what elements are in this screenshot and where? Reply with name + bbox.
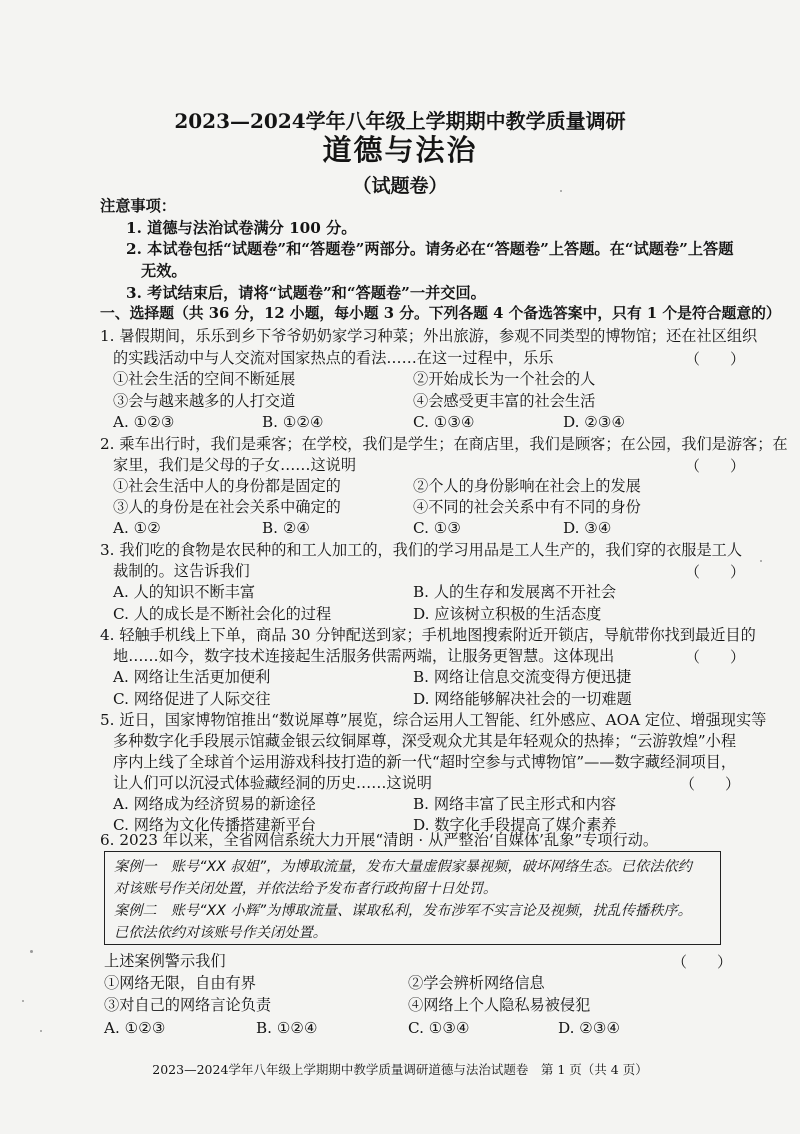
answer-paren: （ ） [685,457,746,475]
option: ④网络上个人隐私易被侵犯 [408,996,591,1014]
case-text: 对该账号作关闭处置，并依法给予发布者行政拘留十日处罚。 [114,881,498,897]
option: A. 网络成为经济贸易的新途径 [113,795,316,813]
section-heading: 一、选择题（共 36 分，12 小题，每小题 3 分。下列各题 4 个备选答案中，只有 1 个是符合题意的） [100,305,781,322]
option: ②个人的身份影响在社会上的发展 [413,477,641,495]
option: D. 应该树立积极的生活态度 [413,605,602,623]
answer-choice: D. ③④ [563,519,612,537]
question-prompt: 上述案例警示我们 [104,952,226,970]
option: ③会与越来越多的人打交道 [113,392,296,410]
option: B. 人的生存和发展离不开社会 [413,583,617,601]
case-text: 案例二 账号“XX 小辉”为博取流量、谋取私利，发布涉军不实言论及视频，扰乱传播秩序。 [114,903,692,919]
note-item: 无效。 [141,262,187,280]
answer-paren: （ ） [685,563,746,581]
page-footer: 2023—2024学年八年级上学期期中教学质量调研道德与法治试题卷 第 1 页（共 4 页） [152,1062,648,1077]
answer-choice: C. ①③ [413,519,461,537]
question-stem: 1. 暑假期间，乐乐到乡下爷爷奶奶家学习种菜；外出旅游，参观不同类型的博物馆；还在社区组织 [100,327,758,345]
note-item: 1. 道德与法治试卷满分 100 分。 [126,219,357,237]
option: ①网络无限，自由有界 [104,974,256,992]
option: ③人的身份是在社会关系中确定的 [113,498,341,516]
note-item: 3. 考试结束后，请将“试题卷”和“答题卷”一并交回。 [126,284,486,302]
option: C. 网络促进了人际交往 [113,690,271,708]
option: B. 网络丰富了民主形式和内容 [413,795,617,813]
question-stem: 让人们可以沉浸式体验藏经洞的历史……这说明 [113,774,432,792]
question-stem: 2. 乘车出行时，我们是乘客；在学校，我们是学生；在商店里，我们是顾客；在公园，我们是游客；在 [100,435,788,453]
option: ②开始成长为一个社会的人 [413,370,596,388]
question-stem: 序内上线了全球首个运用游戏科技打造的新一代“超时空参与式博物馆”——数字藏经洞项目， [113,753,737,771]
answer-choice: A. ①② [113,519,161,537]
question-stem: 4. 轻触手机线上下单，商品 30 分钟配送到家；手机地图搜索附近开锁店，导航带你找到最近目的 [100,626,756,644]
option: ①社会生活中人的身份都是固定的 [113,477,341,495]
answer-choice: C. ①③④ [408,1019,470,1037]
subject-title: 道德与法治 [322,133,478,167]
option: ②学会辨析网络信息 [408,974,545,992]
scan-speck [40,1030,42,1032]
scan-speck [30,950,33,953]
answer-choice: B. ①②④ [262,413,324,431]
option: C. 网络为文化传播搭建新平台 [113,816,316,834]
option: A. 网络让生活更加便利 [113,668,271,686]
answer-paren: （ ） [680,775,741,793]
answer-choice: D. ②③④ [563,413,626,431]
option: D. 数字化手段提高了媒介素养 [413,816,617,834]
question-stem: 家里，我们是父母的子女……这说明 [113,456,356,474]
paper-type: （试题卷） [352,175,448,197]
note-item: 2. 本试卷包括“试题卷”和“答题卷”两部分。请务必在“答题卷”上答题。在“试题卷”上答题 [126,240,734,258]
answer-choice: B. ①②④ [256,1019,318,1037]
answer-choice: A. ①②③ [104,1019,166,1037]
question-stem: 多种数字化手段展示馆藏金银云纹铜犀尊，深受观众尤其是年轻观众的热捧；“云游敦煌”小程 [113,732,737,750]
option: D. 网络能够解决社会的一切难题 [413,690,632,708]
case-text: 已依法依约对该账号作关闭处置。 [114,925,327,941]
notes-heading: 注意事项： [100,197,176,215]
answer-paren: （ ） [672,953,733,971]
option: ③对自己的网络言论负责 [104,996,272,1014]
option: A. 人的知识不断丰富 [113,583,256,601]
option: ①社会生活的空间不断延展 [113,370,296,388]
answer-choice: A. ①②③ [113,413,175,431]
question-stem: 3. 我们吃的食物是农民种的和工人加工的，我们的学习用品是工人生产的，我们穿的衣服是工人 [100,541,743,559]
answer-choice: D. ②③④ [558,1019,621,1037]
option: ④不同的社会关系中有不同的身份 [413,498,641,516]
question-stem: 5. 近日，国家博物馆推出“数说犀尊”展览，综合运用人工智能、红外感应、AOA 定位、增强现实等 [100,711,767,729]
scan-speck [560,190,562,192]
option: B. 网络让信息交流变得方便迅捷 [413,668,632,686]
answer-paren: （ ） [685,648,746,666]
answer-choice: B. ②④ [262,519,311,537]
exam-title: 2023—2024学年八年级上学期期中教学质量调研 [174,109,626,133]
case-text: 案例一 账号“XX 叔姐”，为博取流量，发布大量虚假家暴视频，破坏网络生态。已依法依约 [114,859,692,875]
question-stem: 6. 2023 年以来，全省网信系统大力开展“清朗 · 从严整治‘自媒体’乱象”专项行动。 [100,831,659,849]
scan-speck [22,1000,24,1002]
option: ④会感受更丰富的社会生活 [413,392,596,410]
answer-paren: （ ） [685,350,746,368]
answer-choice: C. ①③④ [413,413,475,431]
question-stem: 地……如今，数字技术连接起生活服务供需两端，让服务更智慧。这体现出 [113,647,615,665]
scan-speck [760,560,762,562]
question-stem: 的实践活动中与人交流对国家热点的看法……在这一过程中，乐乐 [113,349,554,367]
option: C. 人的成长是不断社会化的过程 [113,605,332,623]
question-stem: 裁制的。这告诉我们 [113,562,250,580]
